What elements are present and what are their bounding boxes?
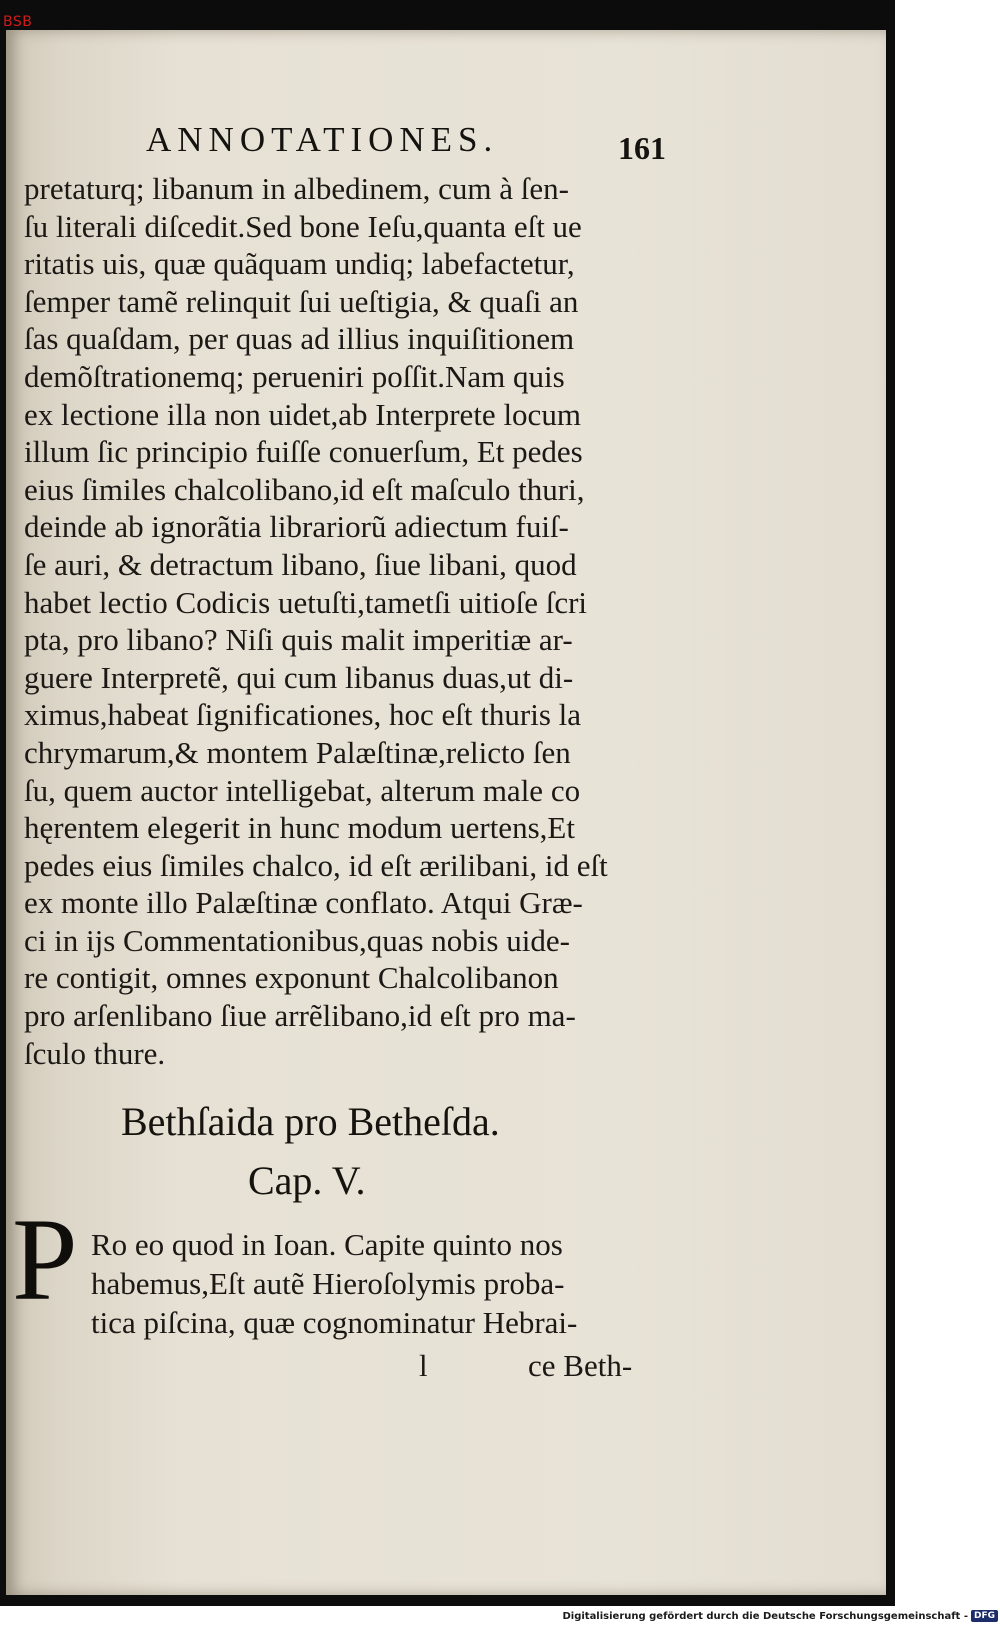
- section-heading: Bethſaida pro Betheſda.: [121, 1099, 500, 1144]
- running-head: ANNOTATIONES.: [146, 120, 499, 159]
- text-line: habemus,Eſt autẽ Hieroſolymis proba-: [91, 1266, 565, 1301]
- text-line: re contigit, omnes exponunt Chalcolibanon: [24, 960, 559, 996]
- text-line: Ro eo quod in Ioan. Capite quinto nos: [91, 1227, 563, 1262]
- text-line: deinde ab ignorãtia librariorũ adiectum fuiſ-: [24, 509, 569, 545]
- text-line: demõſtrationemq; perueniri poſſit.Nam quis: [24, 358, 565, 394]
- page-number: 161: [618, 130, 666, 166]
- text-line: hęrentem elegerit in hunc modum uertens,Et: [24, 810, 575, 846]
- text-line: ſu, quem auctor intelligebat, alterum male co: [24, 772, 581, 808]
- text-line: tica piſcina, quæ cognominatur Hebrai-: [91, 1305, 578, 1340]
- catchword: ce Beth-: [528, 1348, 633, 1383]
- text-line: pta, pro libano? Niſi quis malit imperitiæ ar-: [24, 622, 573, 658]
- text-line: ſas quaſdam, per quas ad illius inquiſitionem: [24, 321, 575, 357]
- drop-initial: P: [12, 1194, 78, 1325]
- text-line: chrymarum,& montem Palæſtinæ,relicto ſen: [24, 734, 571, 770]
- text-line: ex monte illo Palæſtinæ conflato. Atqui Græ-: [24, 885, 583, 921]
- body-text: [24, 170, 679, 1072]
- text-line: illum ſic principio fuiſſe conuerſum, Et pedes: [24, 434, 583, 470]
- library-mark: BSB: [3, 14, 33, 30]
- text-line: eius ſimiles chalcolibano,id eſt maſculo thuri,: [24, 471, 585, 507]
- text-line: ſculo thure.: [24, 1035, 166, 1071]
- footer-text: Digitalisierung gefördert durch die Deutsche Forschungsgemeinschaft -: [562, 1610, 968, 1622]
- chapter-heading: Cap. V.: [248, 1158, 366, 1203]
- text-line: ritatis uis, quæ quãquam undiq; labefactetur,: [24, 246, 575, 282]
- text-line: ſemper tamẽ relinquit ſui ueſtigia, & quaſi an: [24, 283, 579, 319]
- signature-mark: l: [419, 1348, 428, 1383]
- dfg-logo: DFG: [971, 1610, 998, 1622]
- text-line: guere Interpretẽ, qui cum libanus duas,ut di-: [24, 659, 574, 695]
- paragraph-text: [91, 1225, 691, 1342]
- text-line: pretaturq; libanum in albedinem, cum à ſen-: [24, 171, 569, 206]
- text-line: ſe auri, & detractum libano, ſiue libani, quod: [24, 546, 577, 582]
- text-line: pro arſenlibano ſiue arrẽlibano,id eſt pro ma-: [24, 998, 576, 1034]
- text-line: ximus,habeat ſignificationes, hoc eſt thuris la: [24, 697, 582, 733]
- footer-credit: [562, 1608, 998, 1624]
- book-page: [6, 30, 886, 1595]
- text-line: ci in ijs Commentationibus,quas nobis uide-: [24, 922, 570, 958]
- text-line: ſu literali diſcedit.Sed bone Ieſu,quanta eſt ue: [24, 208, 582, 244]
- text-line: ex lectione illa non uidet,ab Interprete locum: [24, 396, 581, 432]
- text-line: habet lectio Codicis uetuſti,tametſi uitioſe ſcri: [24, 584, 588, 620]
- text-line: pedes eius ſimiles chalco, id eſt ærilibani, id eſt: [24, 847, 608, 883]
